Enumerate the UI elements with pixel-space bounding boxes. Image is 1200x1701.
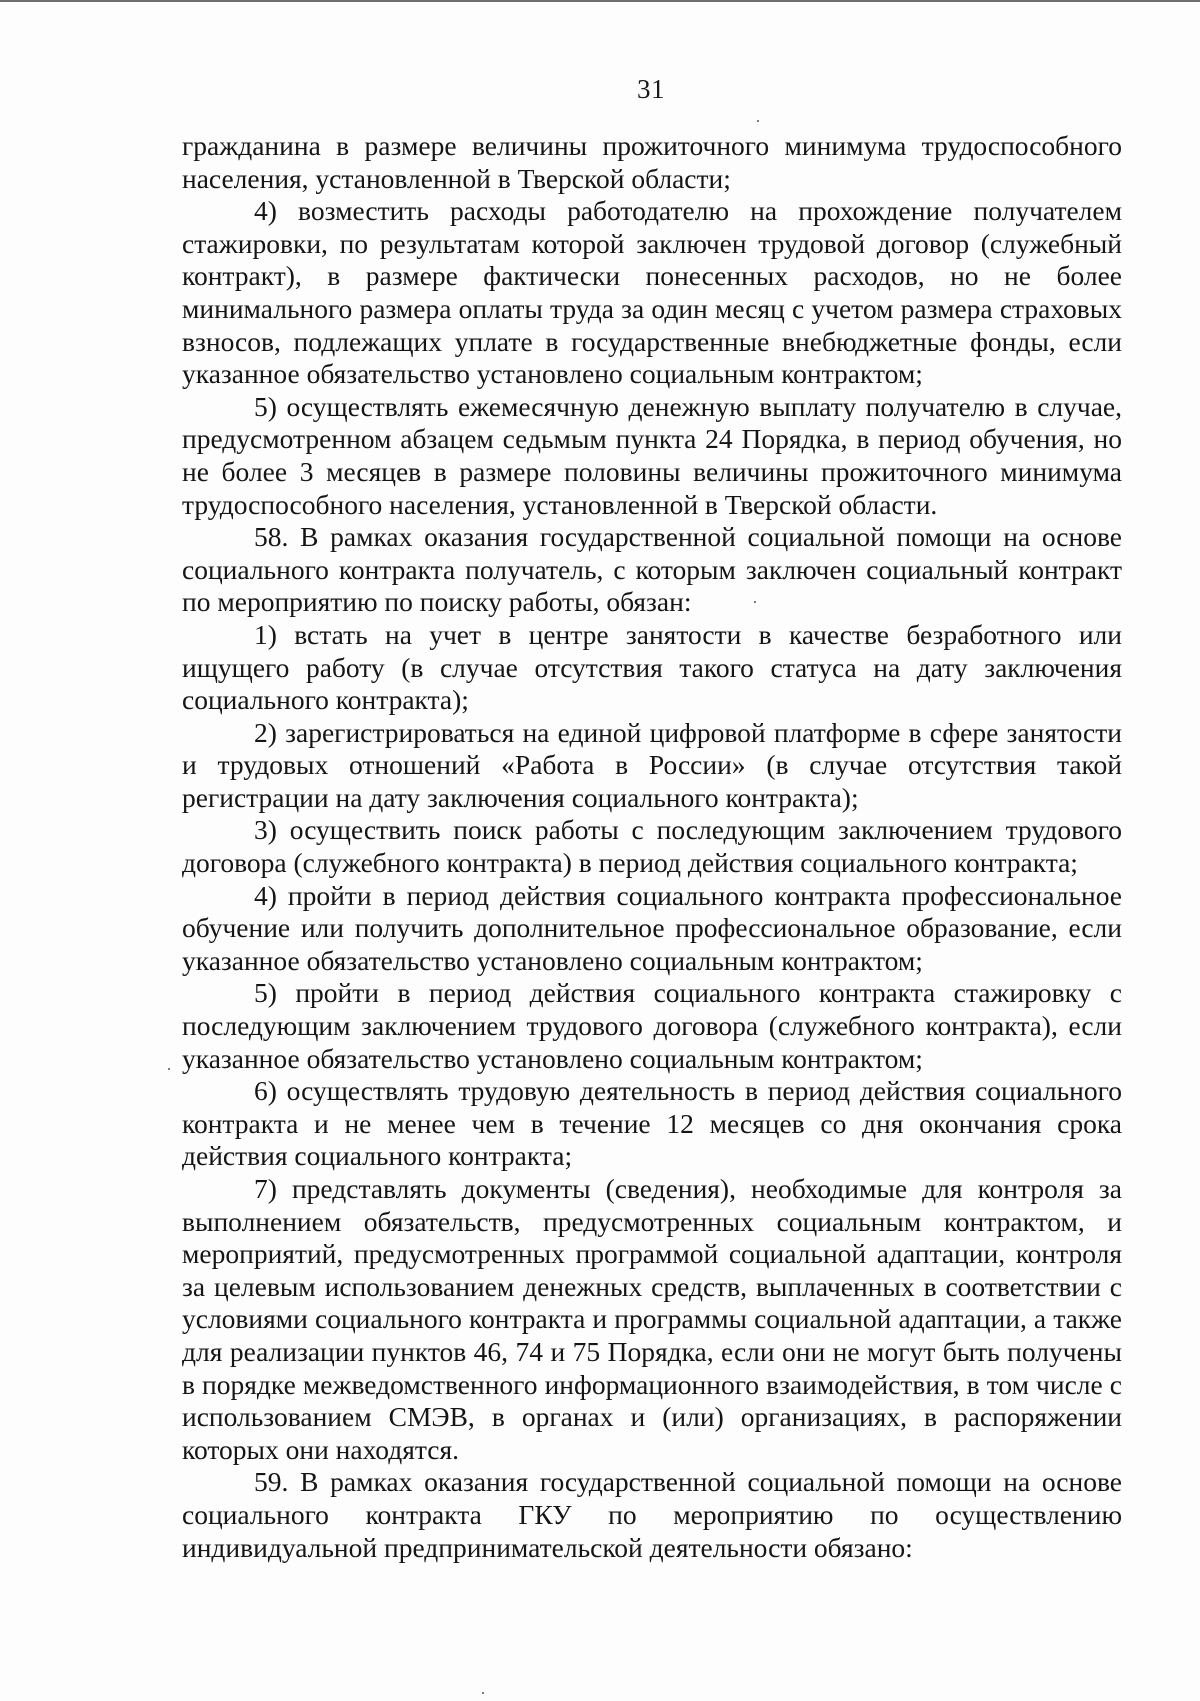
scan-speck: [168, 1068, 170, 1070]
paragraph-item-4-reimburse: 4) возместить расходы работодателю на прохождение получателем стажировки, по результатам которой заключен трудовой договор (служебный контракт), в размере фактически понесенных расходов, но не более минимального размера оплаты труда за один месяц с учетом размера страховых взносов, подлежащих уплате в государственные внебюджетные фонды, если указанное обязательство установлено социальным контрактом;: [182, 195, 1122, 390]
paragraph-item-6-employment: 6) осуществлять трудовую деятельность в период действия социального контракта и не менее чем в течение 12 месяцев со дня окончания срока действия социального контракта;: [182, 1075, 1122, 1172]
scan-speck: [757, 120, 759, 122]
scan-speck: [754, 601, 756, 603]
paragraph-clause-58: 58. В рамках оказания государственной социальной помощи на основе социального контракта получатель, с которым заключен социальный контракт по мероприятию по поиску работы, обязан:: [182, 521, 1122, 618]
paragraph-item-7-documents: 7) представлять документы (сведения), необходимые для контроля за выполнением обязательств, предусмотренных социальным контрактом, и мероприятий, предусмотренных программой социальной адаптации, контроля за целевым использованием денежных средств, выплаченных в соответствии с условиями социального контракта и программы социальной адаптации, а также для реализации пунктов 46, 74 и 75 Порядка, если они не могут быть получены в порядке межведомственного информационного взаимодействия, в том числе с использованием СМЭВ, в органах и (или) организациях, в распоряжении которых они находятся.: [182, 1173, 1122, 1465]
paragraph-item-4-training: 4) пройти в период действия социального контракта профессиональное обучение или получить дополнительное профессиональное образование, если указанное обязательство установлено социальным контрактом;: [182, 879, 1122, 976]
paragraph-item-3-job-search: 3) осуществить поиск работы с последующим заключением трудового договора (служебного контракта) в период действия социального контракта;: [182, 814, 1122, 879]
paragraph-item-1-register: 1) встать на учет в центре занятости в качестве безработного или ищущего работу (в случае отсутствия такого статуса на дату заключения социального контракта);: [182, 618, 1122, 716]
paragraph-item-5-internship: 5) пройти в период действия социального контракта стажировку с последующим заключением трудового договора (служебного контракта), если указанное обязательство установлено социальным контрактом;: [182, 977, 1122, 1074]
document-body: [182, 130, 1122, 1564]
paragraph-clause-59: 59. В рамках оказания государственной социальной помощи на основе социального контракта ГКУ по мероприятию по осуществлению индивидуальной предпринимательской деятельности обязано:: [182, 1466, 1122, 1563]
paragraph-continuation: гражданина в размере величины прожиточного минимума трудоспособного населения, установленной в Тверской области;: [182, 130, 1122, 194]
paragraph-item-5-monthly-payment: 5) осуществлять ежемесячную денежную выплату получателю в случае, предусмотренном абзацем седьмым пункта 24 Порядка, в период обучения, но не более 3 месяцев в размере половины величины прожиточного минимума трудоспособного населения, установленной в Тверской области.: [182, 390, 1122, 520]
scan-speck: [482, 1692, 484, 1694]
paragraph-item-2-platform: 2) зарегистрироваться на единой цифровой платформе в сфере занятости и трудовых отношений «Работа в России» (в случае отсутствия такой регистрации на дату заключения социального контракта);: [182, 716, 1122, 813]
page-number: 31: [637, 74, 665, 104]
